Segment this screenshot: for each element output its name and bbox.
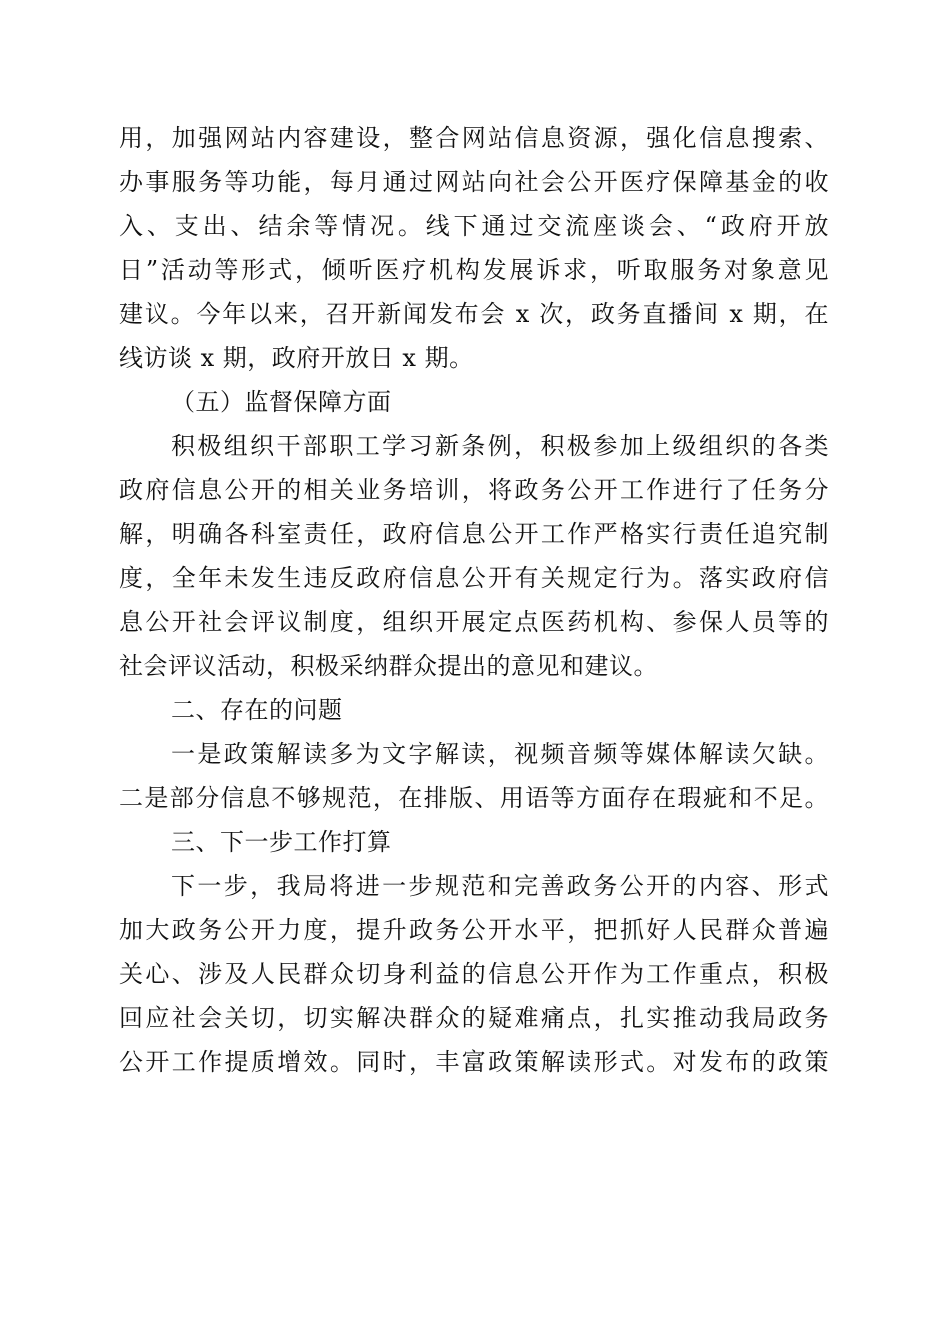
paragraph-line: 日”活动等形式，倾听医疗机构发展诉求，听取服务对象意见 — [119, 256, 829, 284]
paragraph-line: 下一步，我局将进一步规范和完善政务公开的内容、形式 — [171, 872, 829, 900]
paragraph-line: 一是政策解读多为文字解读，视频音频等媒体解读欠缺。 — [171, 740, 829, 768]
section-heading-problems: 二、存在的问题 — [171, 696, 343, 724]
subheading-supervision: （五）监督保障方面 — [171, 388, 392, 416]
paragraph-line: 加大政务公开力度，提升政务公开水平，把抓好人民群众普遍 — [119, 916, 829, 944]
paragraph-line: 度，全年未发生违反政府信息公开有关规定行为。落实政府信 — [119, 564, 829, 592]
paragraph-line: 积极组织干部职工学习新条例，积极参加上级组织的各类 — [171, 432, 829, 460]
paragraph-line: 线访谈 x 期，政府开放日 x 期。 — [119, 344, 474, 372]
paragraph-line: 入、支出、结余等情况。线下通过交流座谈会、“政府开放 — [119, 212, 829, 240]
paragraph-line: 关心、涉及人民群众切身利益的信息公开作为工作重点，积极 — [119, 960, 829, 988]
section-heading-next-steps: 三、下一步工作打算 — [171, 828, 392, 856]
paragraph-line: 二是部分信息不够规范，在排版、用语等方面存在瑕疵和不足。 — [119, 784, 829, 812]
paragraph-line: 政府信息公开的相关业务培训，将政务公开工作进行了任务分 — [119, 476, 829, 504]
paragraph-line: 用，加强网站内容建设，整合网站信息资源，强化信息搜索、 — [119, 124, 829, 152]
paragraph-line: 建议。今年以来，召开新闻发布会 x 次，政务直播间 x 期，在 — [119, 300, 829, 328]
paragraph-line: 公开工作提质增效。同时，丰富政策解读形式。对发布的政策 — [119, 1048, 829, 1076]
paragraph-line: 社会评议活动，积极采纳群众提出的意见和建议。 — [119, 652, 658, 680]
paragraph-line: 解，明确各科室责任，政府信息公开工作严格实行责任追究制 — [119, 520, 829, 548]
paragraph-line: 办事服务等功能，每月通过网站向社会公开医疗保障基金的收 — [119, 168, 829, 196]
paragraph-line: 回应社会关切，切实解决群众的疑难痛点，扎实推动我局政务 — [119, 1004, 829, 1032]
paragraph-line: 息公开社会评议制度，组织开展定点医药机构、参保人员等的 — [119, 608, 829, 636]
